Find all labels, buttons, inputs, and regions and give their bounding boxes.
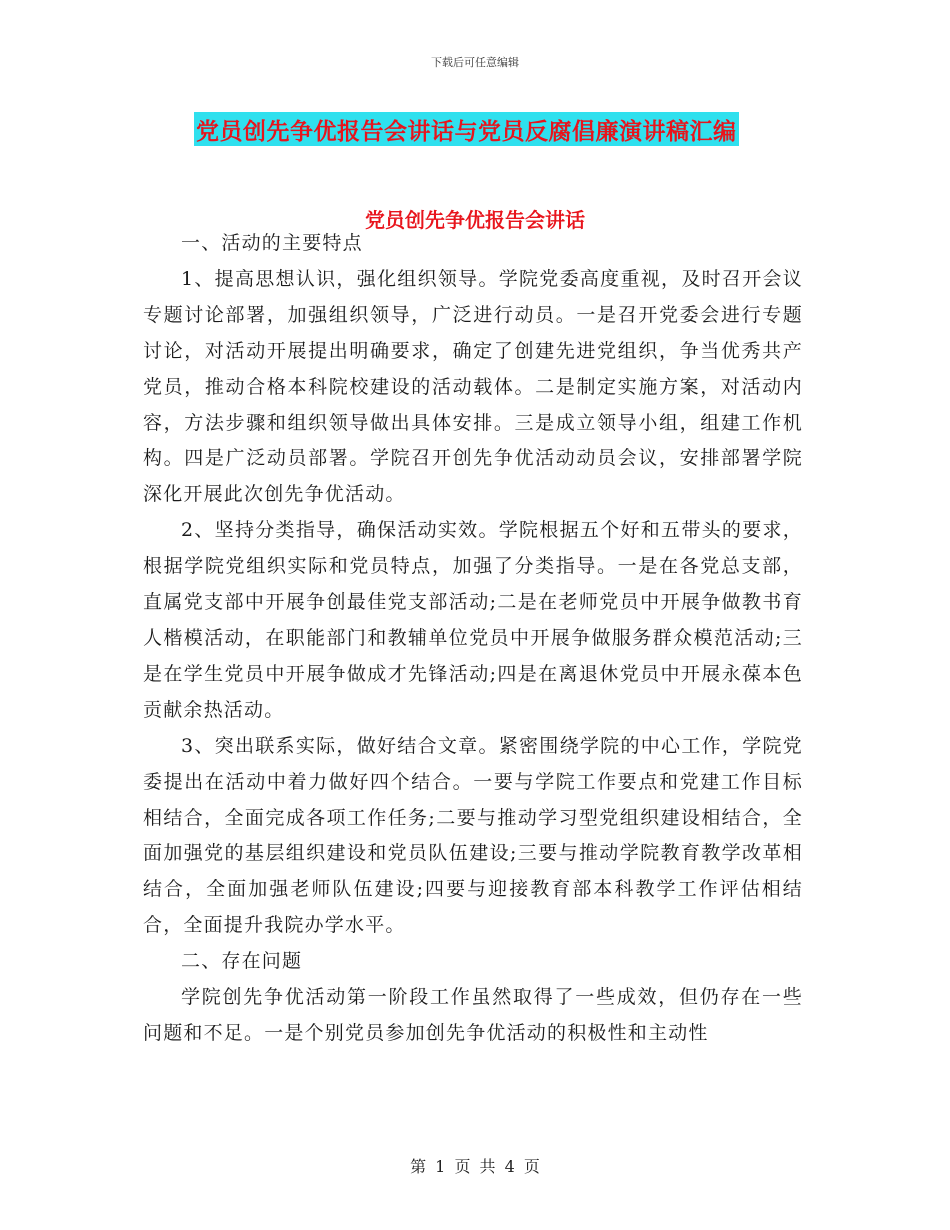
heading-existing-problems: 二、存在问题 bbox=[181, 950, 303, 973]
document-title-highlight bbox=[194, 112, 739, 146]
heading-activity-features: 一、活动的主要特点 bbox=[181, 232, 363, 254]
paragraph: 学院创先争优活动第一阶段工作虽然取得了一些成效，但仍存在一些问题和不足。一是个别党员参加创先争优活动的积极性和主动性 bbox=[143, 986, 803, 1044]
paragraph: 1、提高思想认识，强化组织领导。学院党委高度重视，及时召开会议专题讨论部署，加强组织领导，广泛进行动员。一是召开党委会进行专题讨论，对活动开展提出明确要求，确定了创建先进党组织，争当优秀共产党员，推动合格本科院校建设的活动载体。二是制定实施方案，对活动内容，方法步骤和组织领导做出具体安排。三是成立领导小组，组建工作机构。四是广泛动员部署。学院召开创先争优活动动员会议，安排部署学院深化开展此次创先争优活动。 bbox=[143, 267, 803, 506]
document-title: 党员创先争优报告会讲话与党员反腐倡廉演讲稿汇编 bbox=[196, 118, 737, 145]
page-footer: 第 1 页 共 4 页 bbox=[410, 1157, 540, 1176]
section-title: 党员创先争优报告会讲话 bbox=[365, 208, 585, 232]
header-note: 下载后可任意编辑 bbox=[431, 56, 519, 69]
paragraph: 2、坚持分类指导，确保活动实效。学院根据五个好和五带头的要求，根据学院党组织实际和党员特点，加强了分类指导。一是在各党总支部，直属党支部中开展争创最佳党支部活动;二是在老师党员中开展争做教书育人楷模活动，在职能部门和教辅单位党员中开展争做服务群众模范活动;三是在学生党员中开展争做成才先锋活动;四是在离退休党员中开展永葆本色贡献余热活动。 bbox=[143, 519, 803, 721]
document-body bbox=[143, 226, 803, 1052]
paragraph: 3、突出联系实际，做好结合文章。紧密围绕学院的中心工作，学院党委提出在活动中着力做好四个结合。一要与学院工作要点和党建工作目标相结合，全面完成各项工作任务;二要与推动学习型党组织建设相结合，全面加强党的基层组织建设和党员队伍建设;三要与推动学院教育教学改革相结合，全面加强老师队伍建设;四要与迎接教育部本科教学工作评估相结合，全面提升我院办学水平。 bbox=[143, 734, 803, 937]
